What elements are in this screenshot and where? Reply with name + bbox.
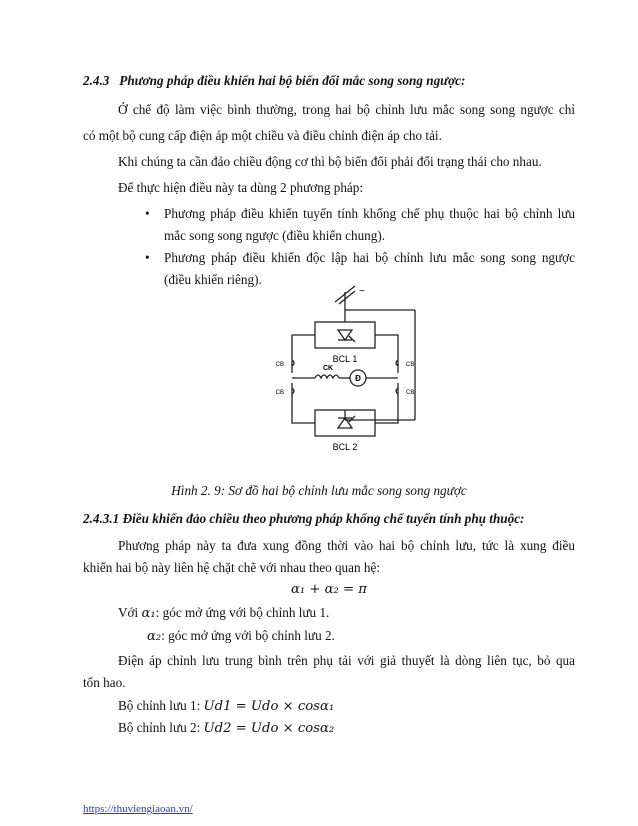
inductor-ck: [315, 375, 339, 378]
bullet-2-line-1: Phương pháp điều khiển độc lập hai bộ chỉnh lưu mắc song song ngược: [164, 250, 575, 265]
figure-caption: Hình 2. 9: Sơ đồ hai bộ chỉnh lưu mắc song song ngược: [171, 483, 467, 498]
alpha2-symbol: α₂: [147, 629, 162, 644]
section-number: 2.4.3: [83, 73, 110, 88]
left-rail-top: [292, 335, 315, 373]
paragraph-3: Để thực hiện điều này ta dùng 2 phương pháp:: [118, 180, 364, 195]
bullet-1-line-2: mắc song song ngược (điều khiển chung).: [164, 228, 386, 243]
right-rail-top: [375, 335, 398, 373]
bcl1-box: [315, 322, 375, 348]
bcl2-formula-line: [118, 719, 575, 737]
paragraph-1-line-1: Ở chế độ làm việc bình thường, trong hai bộ chỉnh lưu mắc song song ngược chỉ: [118, 102, 575, 117]
paragraph-5-line-1: Điện áp chỉnh lưu trung bình trên phụ tải với giả thuyết là dòng liên tục, bỏ qua: [118, 653, 575, 668]
alpha1-line: [118, 604, 575, 622]
paragraph-5-line-2: tổn hao.: [83, 675, 126, 690]
bullet-2-marker: •: [145, 250, 150, 265]
paragraph-4-line-2: khiển hai bộ này liên hệ chặt chẽ với nhau theo quan hệ:: [83, 560, 381, 575]
section-title: Phương pháp điều khiển hai bộ biến đổi mắc song song ngược:: [119, 73, 466, 88]
motor-label: Đ: [355, 374, 361, 383]
alpha1-description: : góc mở ứng với bộ chỉnh lưu 1.: [155, 605, 330, 620]
bcl1-label: BCL 1: [332, 354, 358, 364]
bcl1-thyristor-icon: [338, 330, 352, 340]
cb-label-right-bottom: CB: [406, 390, 415, 396]
equation: α₁ + α₂ = π: [291, 582, 367, 597]
ac-label: ~: [359, 286, 365, 297]
bcl2-formula: Ud2 = Udo × cosα₂: [203, 721, 335, 736]
bullet-1-marker: •: [145, 206, 150, 221]
cb-label-left-top: CB: [275, 362, 284, 368]
alpha2-line: [147, 627, 638, 645]
with-prefix: Với: [118, 605, 142, 620]
bcl1-prefix: Bộ chỉnh lưu 1:: [118, 698, 204, 713]
bcl2-prefix: Bộ chỉnh lưu 2:: [118, 720, 204, 735]
paragraph-2: Khi chúng ta cần đảo chiều động cơ thì bộ biến đổi phải đổi trạng thái cho nhau.: [118, 154, 542, 169]
right-rail-bottom: [375, 383, 398, 423]
paragraph-1-line-2: có một bộ cung cấp điện áp một chiều và điều chỉnh điện áp cho tải.: [83, 128, 442, 143]
subsection-heading: 2.4.3.1 Điều khiển đảo chiều theo phương pháp khống chế tuyến tính phụ thuộc:: [83, 511, 525, 526]
section-heading: [83, 72, 575, 89]
bullet-1-line-1: Phương pháp điều khiển tuyến tính khống chế phụ thuộc hai bộ chỉnh lưu: [164, 206, 575, 221]
paragraph-4-line-1: Phương pháp này ta đưa xung đồng thời vào hai bộ chỉnh lưu, tức là xung điều: [118, 538, 575, 553]
cb-label-right-top: CB: [406, 362, 415, 368]
circuit-diagram: [260, 280, 430, 470]
ck-label: CK: [322, 365, 334, 372]
cb-label-left-bottom: CB: [275, 390, 284, 396]
bcl1-formula: Ud1 = Udo × cosα₁: [203, 699, 335, 714]
bcl2-label: BCL 2: [332, 442, 358, 452]
left-rail-bottom: [292, 383, 315, 423]
bcl1-formula-line: [118, 697, 575, 715]
alpha2-description: : góc mở ứng với bộ chỉnh lưu 2.: [161, 628, 335, 643]
alpha1-symbol: α₁: [141, 606, 156, 621]
footer-link[interactable]: https://thuviengiaoan.vn/: [83, 803, 193, 815]
bullet-2-line-2: (điều khiển riêng).: [164, 272, 262, 287]
